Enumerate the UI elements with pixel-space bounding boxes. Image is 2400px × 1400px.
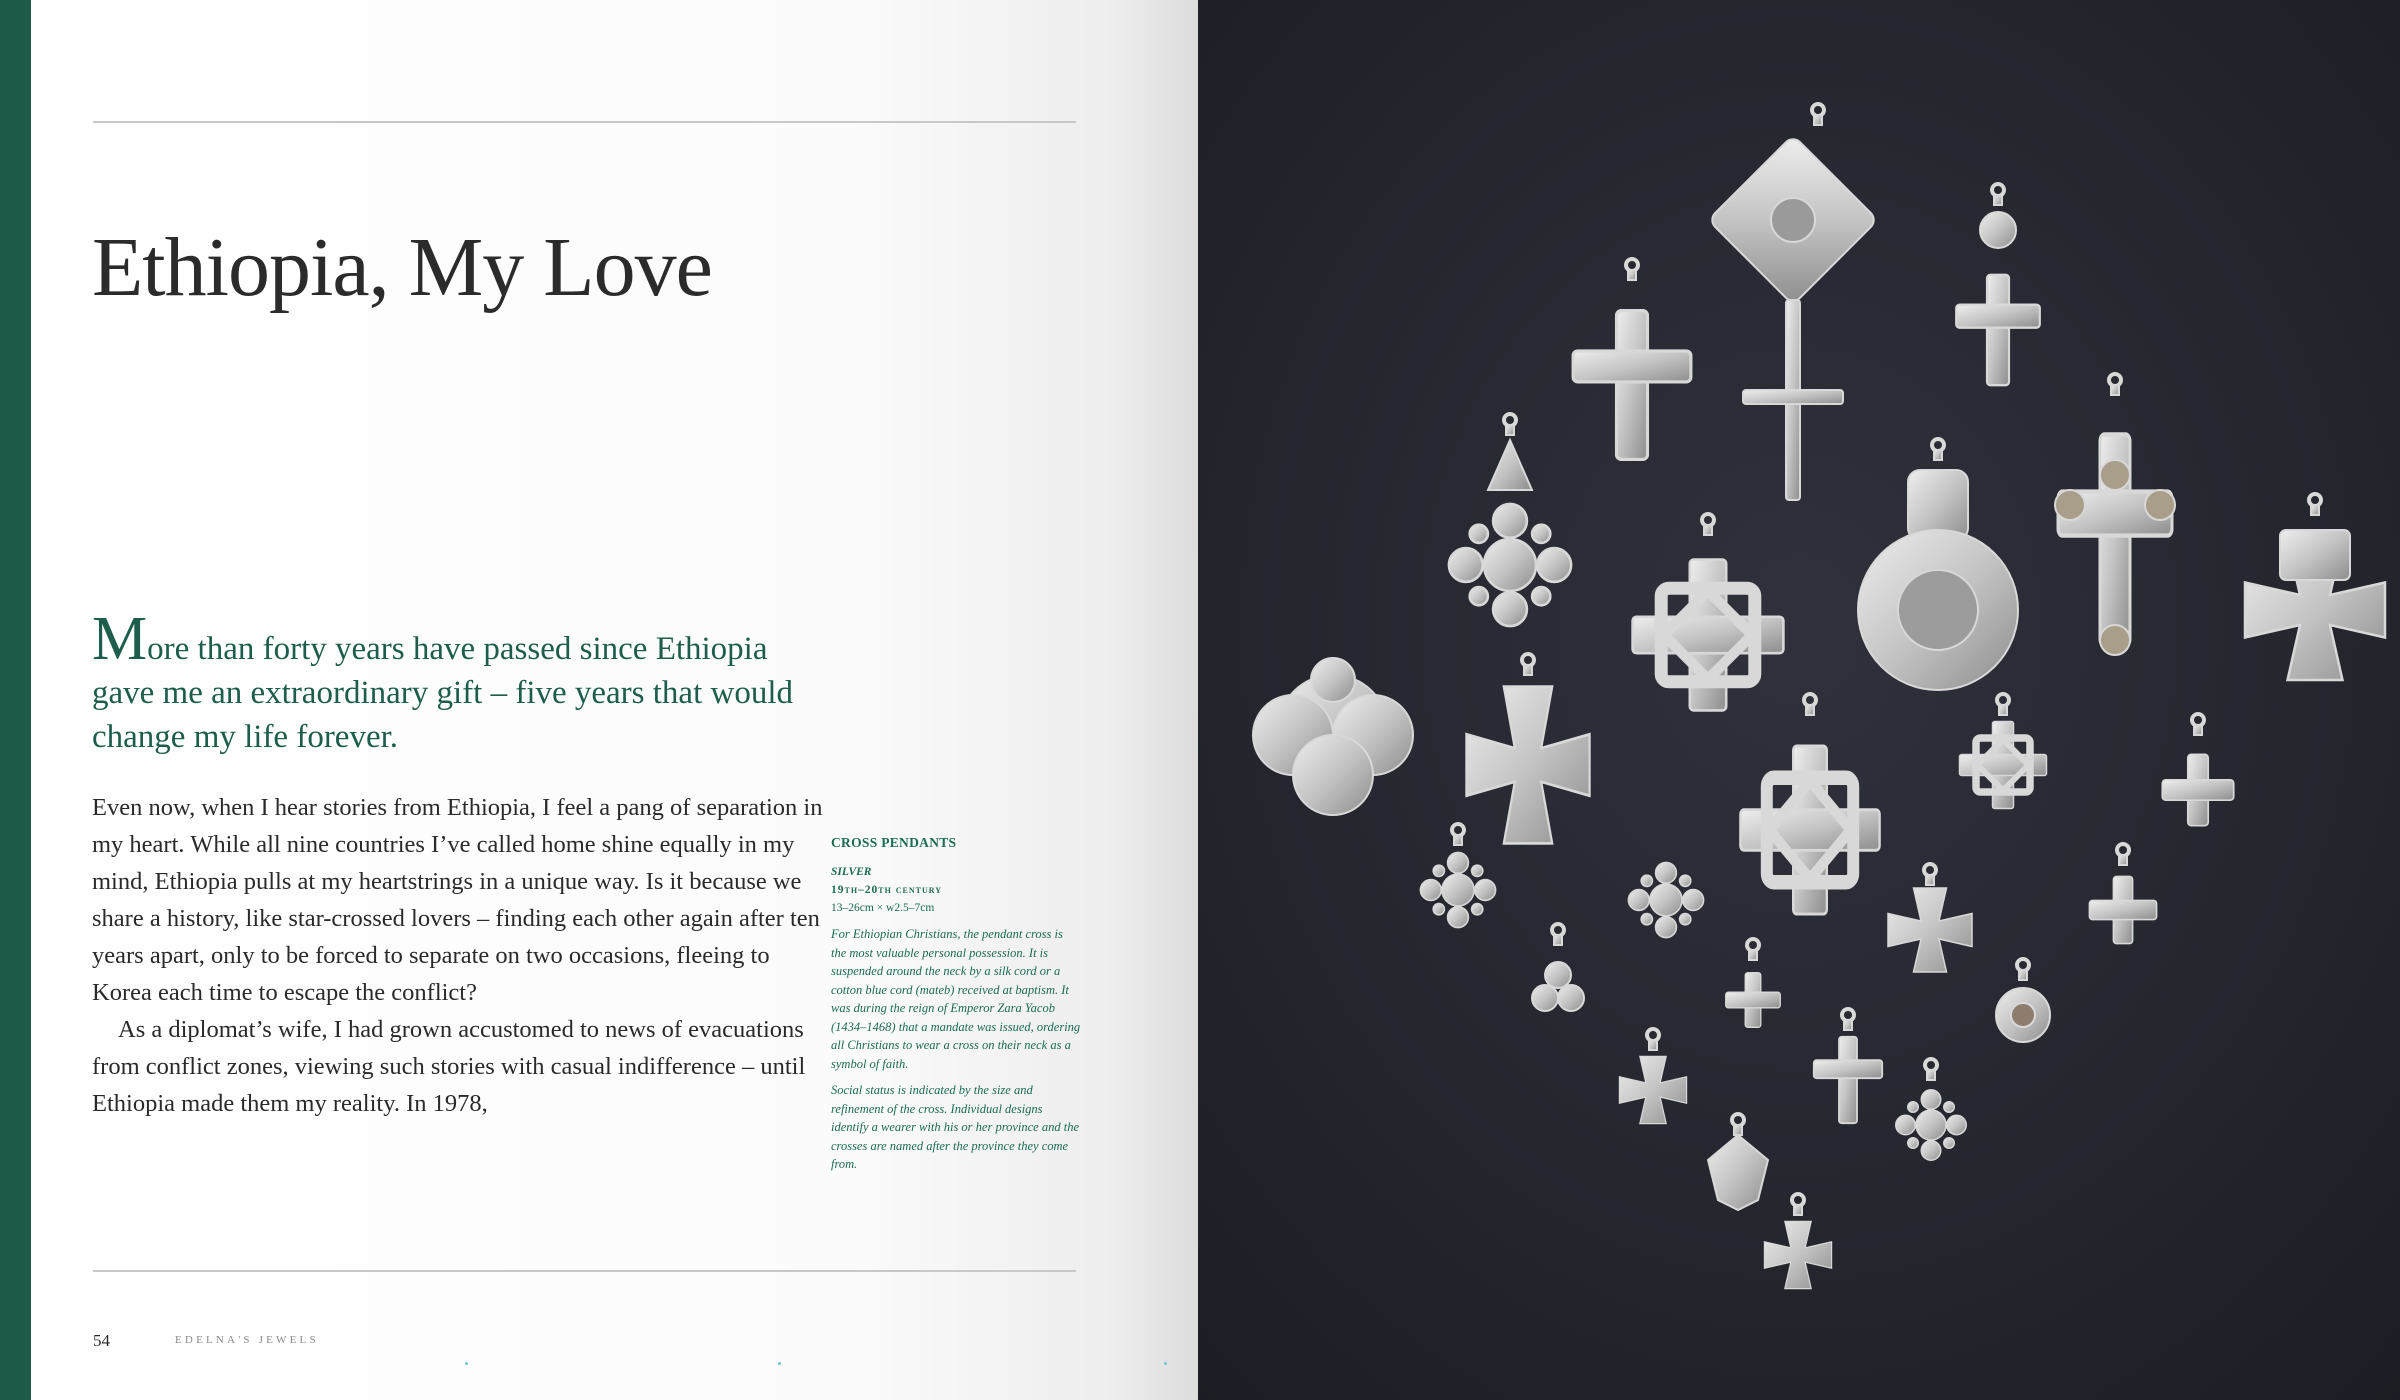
caption-paragraph-2: Social status is indicated by the size and refinement of the cross. Individual designs identify a wearer with his or her province and the crosses are named after the province they come from. [831,1083,1079,1171]
running-title: EDELNA'S JEWELS [175,1334,319,1346]
body-paragraph-1: Even now, when I hear stories from Ethiopia, I feel a pang of separation in my heart. While all nine countries I’ve called home shine equally in my mind, Ethiopia pulls at my heartstrings in a unique way. Is it because we share a history, like star-crossed lovers – finding each other again after ten years apart, only to be forced to separate on two occasions, fleeing to Korea each time to escape the conflict? [92,794,823,1006]
top-rule [93,121,1076,123]
print-mark [778,1362,781,1365]
caption-paragraph-1: For Ethiopian Christians, the pendant cross is the most valuable personal possession. It is suspended around the neck by a silk cord or a cotton blue cord (mateb) received at baptism. It was during the reign of Emperor Zara Yacob (1434–1468) that a mandate was issued, ordering all Christians to wear a cross on their neck as a symbol of faith. [831,927,1081,1071]
drop-cap: M [92,605,148,673]
caption-body [831,925,1081,1174]
page-title: Ethiopia, My Love [92,221,712,314]
caption-material: SILVER [831,866,872,878]
caption-sidebar [831,835,1081,1182]
caption-date: 19th–20th century [831,884,943,896]
caption-title: CROSS PENDANTS [831,835,957,850]
body-paragraph-2: As a diplomat’s wife, I had grown accustomed to news of evacuations from conflict zones, viewing such stories with casual indifference – until Ethiopia made them my reality. In 1978, [92,1016,806,1117]
lede-text: ore than forty years have passed since Ethiopia gave me an extraordinary gift – five years that would change my life forever. [92,631,793,755]
lede-paragraph [92,605,812,759]
green-spine-bar [0,0,31,1400]
right-page [1198,0,2400,1400]
caption-size: 13–26cm × w2.5–7cm [831,902,935,914]
bottom-rule [93,1270,1076,1272]
caption-meta [831,863,1081,917]
cross-pendants-photo [1198,0,2400,1400]
print-mark [1164,1362,1167,1365]
page-number: 54 [93,1331,110,1350]
body-text [92,789,832,1122]
print-mark [465,1362,468,1365]
